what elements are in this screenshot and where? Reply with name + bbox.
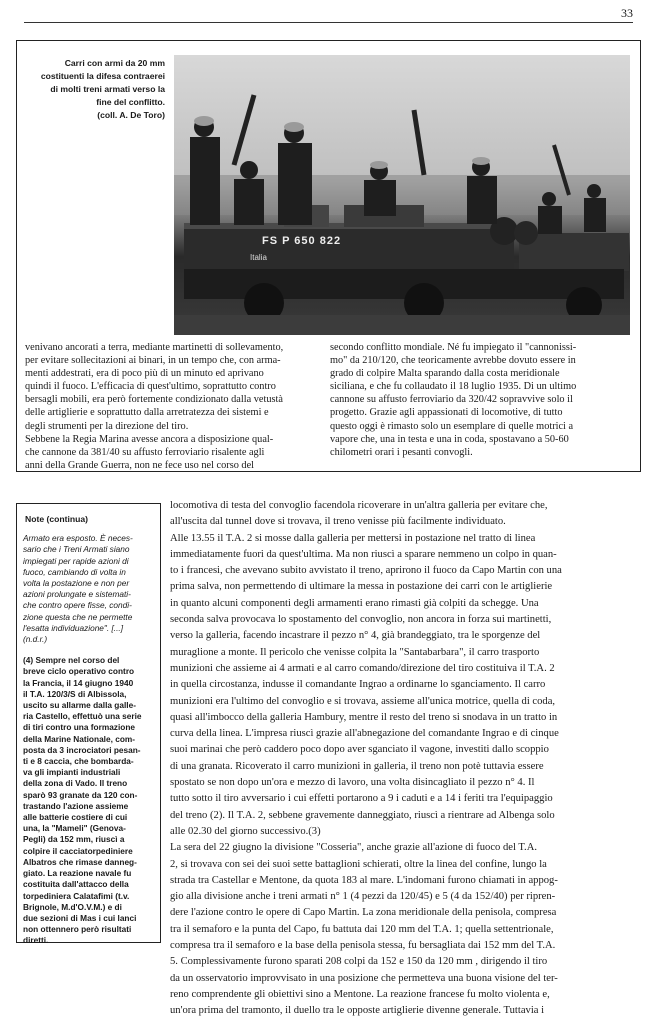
body-line: in quanto alcuni componenti degli armamenti erano rimasti già colpiti da schegge. Una bbox=[170, 597, 539, 609]
body-line: alle 02.30 del giorno successivo.(3) bbox=[170, 825, 321, 837]
note-line: giato. La reazione navale fu bbox=[23, 868, 132, 879]
box-column-left bbox=[25, 341, 315, 472]
text-line: delle artiglierie e soprattutto dalla arretratezza dei sistemi e bbox=[25, 407, 269, 419]
note-4-block bbox=[23, 655, 154, 946]
caption-line: costituenti la difesa contraerei bbox=[40, 71, 165, 81]
text-line: bersagli mobili, era però fortemente condizionato dalla vetustà bbox=[25, 394, 283, 406]
body-line: 2, si trovava con sei dei suoi sette battaglioni schierati, oltre la linea del confine, lungo la bbox=[170, 858, 547, 870]
notes-sidebar bbox=[16, 503, 161, 946]
body-line: Alle 13.55 il T.A. 2 si mosse dalla galleria per mettersi in postazione nel tratto di linea bbox=[170, 532, 536, 544]
text-line: quindi il fuoco. L'efficacia di quest'ultimo, soprattutto contro bbox=[25, 381, 276, 393]
body-line: del treno (2). Il T.A. 2, sebbene gravemente danneggiato, riuscì a rientrare ad Albenga solo bbox=[170, 809, 555, 821]
body-line: verso la galleria, facendo incastrare il pezzo n° 4, già brandeggiato, tra le sporgenze del bbox=[170, 630, 541, 642]
body-line: dere l'azione contro le opere di Capo Martin. La zona meridionale della penisola, compresa bbox=[170, 907, 557, 919]
armored-train-photo bbox=[174, 55, 630, 335]
body-line: munizioni che assieme ai 4 armati e al carro comando/direzione del tiro costituiva il T.A. 2 bbox=[170, 662, 555, 674]
note-line: Albatros che rimase danneg- bbox=[23, 856, 137, 867]
note-line: azioni prolungate e sistemati- bbox=[23, 589, 131, 600]
header-rule bbox=[24, 22, 633, 23]
note-line: Pegli) da 152 mm, riuscì a bbox=[23, 834, 125, 845]
text-line: anni della Grande Guerra, non ne fece uso nel corso del bbox=[25, 459, 255, 471]
text-line: per evitare sollecitazioni ai binari, in un tempo che, con arma- bbox=[25, 355, 281, 367]
body-line: prima salva, non permettendo di ultimare la messa in postazione dei carri con le artiglierie bbox=[170, 581, 553, 593]
body-line: tutto sotto il tiro avversario i cui effetti portarono a 9 i caduti e a 14 i feriti tra l'equipaggio bbox=[170, 793, 553, 805]
body-line: reno comprendente gli obiettivi sino a Mentone. La reazione francese fu molto violenta e, bbox=[170, 988, 550, 1000]
note-line: ti e 8 caccia, che bombarda- bbox=[23, 756, 134, 767]
note-line: Armato era esposto. È neces- bbox=[23, 533, 133, 544]
caption-line: Carri con armi da 20 mm bbox=[64, 58, 165, 68]
note-line: fuoco, cambiando di volta in bbox=[23, 566, 126, 577]
body-line: tra il semaforo e la punta del Capo, fu battuta dai 120 mm del T.A. 1; quella settentrionale, bbox=[170, 923, 554, 935]
note-line: sario che i Treni Armati siano bbox=[23, 544, 130, 555]
body-line: muraglione a monte. Il pericolo che venisse colpita la "Santabarbara", il carro trasporto bbox=[170, 646, 540, 658]
note-line: trastando l'azione assieme bbox=[23, 800, 129, 811]
note-line: torpediniera Calatafimi (t.v. bbox=[23, 890, 130, 901]
note-line: breve ciclo operativo contro bbox=[23, 666, 135, 677]
note-line: la Francia, il 14 giugno 1940 bbox=[23, 677, 134, 688]
body-line: quasi all'imbocco della galleria Hambury, mentre il resto del treno si snodava in un tratto in bbox=[170, 711, 558, 723]
caption-line: fine del conflitto. bbox=[96, 97, 165, 107]
body-line: La sera del 22 giugno la divisione "Cosseria", anche grazie all'azione di fuoco del T.A. bbox=[170, 842, 537, 854]
notes-title: Note (continua) bbox=[25, 514, 89, 524]
text-line: siciliana, e che fu collaudato il 18 luglio 1935. Di un ultimo bbox=[330, 381, 577, 393]
note-line: l'esatta individuazione". [...] bbox=[23, 622, 124, 633]
box-column-right bbox=[330, 341, 630, 459]
text-line: secondo conflitto mondiale. Né fu impiegato il "cannonissi- bbox=[330, 342, 577, 353]
photo-caption bbox=[25, 57, 165, 122]
note-line: costituita dall'attacco della bbox=[23, 879, 129, 890]
note-line: ria Castello, effettuò una serie bbox=[23, 711, 142, 722]
note-line: alle batterie costiere di cui bbox=[23, 812, 128, 823]
text-line: cannone su affusto ferroviario da 320/42 sopravvive solo il bbox=[330, 394, 573, 406]
note-line: due sezioni di Mas i cui lanci bbox=[23, 912, 137, 923]
body-line: gio alla divisione anche i treni armati n° 1 (4 pezzi da 120/45) e 5 (4 da 152/40) per ripren- bbox=[170, 891, 556, 903]
note-line: che contro opere fisse, condi- bbox=[23, 600, 132, 611]
body-line: all'uscita dal tunnel dove si trovava, il treno venisse più facilmente individuato. bbox=[170, 516, 506, 528]
body-line: curva della linea. L'impresa riuscì grazie all'abnegazione del comandante Ingrao e di cinque bbox=[170, 728, 559, 740]
text-line: menti addestrati, era di poco più di un minuto ed aprivano bbox=[25, 368, 264, 380]
text-line: grado di colpire Malta sparando dalla costa meridionale bbox=[330, 368, 560, 380]
notes-italic-block bbox=[23, 533, 154, 645]
note-line: una, la "Mameli" (Genova- bbox=[23, 823, 126, 834]
text-line: venivano ancorati a terra, mediante martinetti di sollevamento, bbox=[25, 342, 284, 353]
body-line: immediatamente fuori da quest'ultima. Ma non riuscì a sparare nemmeno un colpo in quan- bbox=[170, 548, 557, 560]
body-line: seconda salva provocava lo spostamento del convoglio, non ancora in forza sui martinetti, bbox=[170, 614, 552, 626]
wagon-sub-marking: Italia bbox=[250, 253, 267, 262]
note-line: non ottennero però risultati bbox=[23, 924, 132, 935]
note-line: il T.A. 120/3/S di Albissola, bbox=[23, 688, 127, 699]
main-article-text bbox=[170, 498, 640, 1020]
note-line: va gli impianti industriali bbox=[23, 767, 121, 778]
text-line: chilometri orari i pesanti convogli. bbox=[330, 446, 473, 458]
text-line: mo" da 210/120, che teoricamente avrebbe dovuto essere in bbox=[330, 355, 576, 367]
body-line: di una granata. Ricoverato il carro munizioni in galleria, il treno non potè tuttavia essere bbox=[170, 760, 544, 772]
body-line: to i francesi, che avevano subito avvistato il treno, aprirono il fuoco da Capo Martin con una bbox=[170, 565, 562, 577]
photo-illustration bbox=[174, 55, 630, 335]
note-line: sparò 93 granate da 120 con- bbox=[23, 789, 138, 800]
body-line: da un osservatorio improvvisato in una posizione che permetteva una buona visione del ter- bbox=[170, 972, 558, 984]
body-line: 5. Complessivamente furono sparati 208 colpi da 152 e 150 da 120 mm , dirigendo il tiro bbox=[170, 956, 548, 968]
note-line: (n.d.r.) bbox=[23, 634, 48, 645]
photo-feature-box bbox=[16, 40, 641, 472]
note-line: volta la postazione e non per bbox=[23, 578, 130, 589]
body-line: munizioni era l'ultimo del convoglio e si trovava, assieme all'unica motrice, quella di coda, bbox=[170, 695, 556, 707]
note-line: zione questa che ne permette bbox=[23, 611, 133, 622]
wagon-code-marking: FS P 650 822 bbox=[262, 235, 342, 247]
note-line: Brignole, M.d'O.V.M.) e di bbox=[23, 901, 122, 912]
note-line: di tiri contro una formazione bbox=[23, 722, 136, 733]
note-line: della zona di Vado. Il treno bbox=[23, 778, 128, 789]
text-line: degli strumenti per la direzione del tiro. bbox=[25, 420, 189, 432]
text-line: questo oggi è rimasto solo un esemplare di quelle motrici a bbox=[330, 420, 574, 432]
body-line: locomotiva di testa del convoglio facendola ricoverare in un'altra galleria per evitare che, bbox=[170, 500, 548, 511]
body-line: in quella circostanza, indusse il comandante Ingrao a ordinarne lo sganciamento. Il carro bbox=[170, 679, 546, 691]
text-line: vapore che, una in testa e una in coda, spostavano a 50-60 bbox=[330, 433, 569, 445]
caption-line: di molti treni armati verso la bbox=[50, 84, 165, 94]
note-line: colpire il cacciatorpediniere bbox=[23, 845, 133, 856]
note-line: diretti. bbox=[23, 935, 49, 946]
text-line: che cannone da 381/40 su affusto ferroviario risalente agli bbox=[25, 446, 265, 458]
note-line: posta da 3 incrociatori pesan- bbox=[23, 744, 141, 755]
body-line: strada tra Castellar e Mentone, da quota 183 al mare. L'indomani furono chiamati in appog- bbox=[170, 874, 558, 886]
text-line: Sebbene la Regia Marina avesse ancora a disposizione qual- bbox=[25, 433, 274, 445]
body-line: suoi marinai che però caddero poco dopo aver sganciato il vagone, investiti dallo scoppio bbox=[170, 744, 549, 756]
note-line: uscito su allarme dalla galle- bbox=[23, 700, 136, 711]
page-number: 33 bbox=[621, 6, 633, 20]
body-line: compresa tra il semaforo e la base della penisola stessa, fu bersagliata dai 152 mm del T.A. bbox=[170, 940, 556, 952]
body-line: spostato se non dopo un'ora e mezzo di lavoro, una volta disincagliato il pezzo n° 4. Il bbox=[170, 777, 535, 789]
caption-line: (coll. A. De Toro) bbox=[97, 110, 165, 120]
body-line: un'ora prima del tramonto, il duello tra le opposte artiglierie divenne generale. Tuttavia i bbox=[170, 1005, 545, 1017]
note-line: (4) Sempre nel corso del bbox=[23, 655, 120, 666]
text-line: progetto. Grazie agli appassionati di locomotive, di tutto bbox=[330, 407, 563, 419]
note-line: della Marine Nationale, com- bbox=[23, 733, 136, 744]
note-line: impiegati per rapide azioni di bbox=[23, 555, 129, 566]
